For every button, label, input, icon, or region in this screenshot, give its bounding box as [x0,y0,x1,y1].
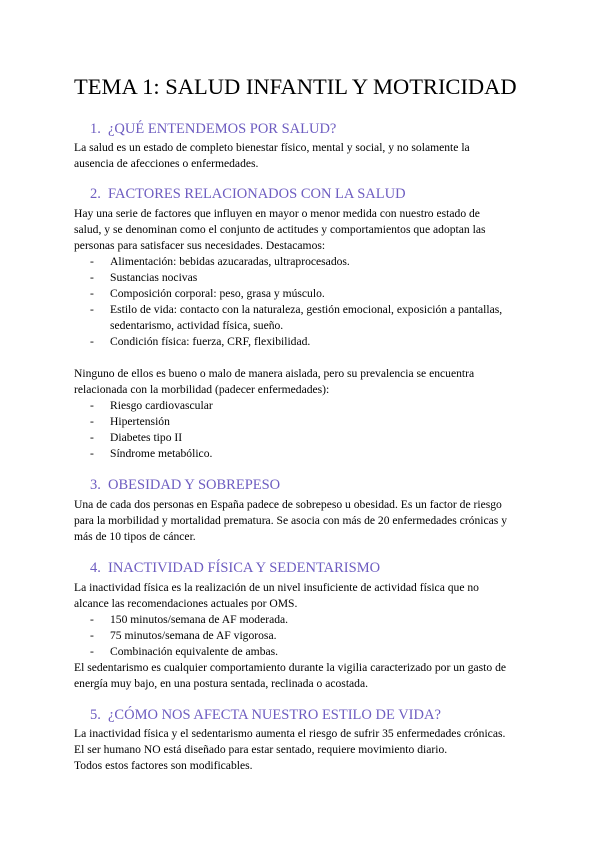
list-item-text: 75 minutos/semana de AF vigorosa. [110,629,277,642]
list-item-text: Riesgo cardiovascular [110,399,213,412]
list-item-text: 150 minutos/semana de AF moderada. [110,613,289,626]
list-item-text: Diabetes tipo II [110,431,183,444]
paragraph-line: para la morbilidad y mortalidad prematura. Se asocia con más de 20 enfermedades crónicas y [74,514,507,527]
list-item [90,270,197,286]
section-5-heading [90,707,441,724]
paragraph-line: relacionada con la morbilidad (padecer enfermedades): [74,383,330,396]
bullet-dash: - [90,255,94,268]
bullet-dash: - [90,303,94,316]
list-item [90,612,288,628]
list-item [90,644,278,660]
paragraph-line: Hay una serie de factores que influyen en mayor o menor medida con nuestro estado de [74,207,480,220]
section-title: ¿CÓMO NOS AFECTA NUESTRO ESTILO DE VIDA? [108,707,441,723]
section-number: 5. [90,707,101,723]
section-1-heading [90,121,336,138]
section-number: 4. [90,560,101,576]
paragraph-line: La salud es un estado de completo bienestar físico, mental y social, y no solamente la [74,141,470,154]
paragraph-line: Una de cada dos personas en España padece de sobrepeso u obesidad. Es un factor de riesgo [74,498,502,511]
bullet-dash: - [90,287,94,300]
bullet-dash: - [90,271,94,284]
list-item-text: Combinación equivalente de ambas. [110,645,279,658]
bullet-dash: - [90,399,94,412]
paragraph-line: Todos estos factores son modificables. [74,759,253,772]
section-2-heading [90,186,406,203]
paragraph-line: personas para satisfacer sus necesidades. Destacamos: [74,239,326,252]
paragraph-line: alcance las recomendaciones actuales por OMS. [74,597,298,610]
list-item [90,430,182,446]
bullet-dash: - [90,613,94,626]
section-3-heading [90,477,280,494]
list-item [90,334,310,350]
paragraph-line: El ser humano NO está diseñado para estar sentado, requiere movimiento diario. [74,743,448,756]
bullet-dash: - [90,629,94,642]
bullet-dash: - [90,447,94,460]
paragraph-line: salud, y se denominan como el conjunto de actitudes y comportamientos que adoptan las [74,223,486,236]
section-title: OBESIDAD Y SOBREPESO [108,477,281,493]
paragraph-line: energía muy bajo, en una postura sentada, reclinada o acostada. [74,677,369,690]
section-number: 3. [90,477,101,493]
paragraph-line: Ninguno de ellos es bueno o malo de manera aislada, pero su prevalencia se encuentra [74,367,475,380]
bullet-dash: - [90,415,94,428]
paragraph-line: El sedentarismo es cualquier comportamiento durante la vigilia caracterizado por un gasto de [74,661,507,674]
list-item [90,414,170,430]
paragraph-line: La inactividad física y el sedentarismo aumenta el riesgo de sufrir 35 enfermedades crónicas. [74,727,506,740]
paragraph-line: más de 10 tipos de cáncer. [74,530,196,543]
list-item [90,254,350,270]
list-item [90,302,502,318]
bullet-dash: - [90,431,94,444]
paragraph-line: ausencia de afecciones o enfermedades. [74,157,259,170]
section-title: INACTIVIDAD FÍSICA Y SEDENTARISMO [108,560,381,576]
bullet-dash: - [90,645,94,658]
list-item-text: Estilo de vida: contacto con la naturaleza, gestión emocional, exposición a pantallas, [110,303,503,316]
list-item [90,628,276,644]
list-item [90,446,212,462]
bullet-dash: - [90,335,94,348]
list-item [90,398,213,414]
section-number: 2. [90,186,101,202]
list-item-text: Condición física: fuerza, CRF, flexibilidad. [110,335,311,348]
list-item-text: Sustancias nocivas [110,271,198,284]
list-item-text: Hipertensión [110,415,170,428]
list-item-text: Síndrome metabólico. [110,447,213,460]
list-item-text: Composición corporal: peso, grasa y músculo. [110,287,325,300]
paragraph-line: La inactividad física es la realización de un nivel insuficiente de actividad física que no [74,581,479,594]
section-4-heading [90,560,380,577]
page-title: TEMA 1: SALUD INFANTIL Y MOTRICIDAD [74,74,517,99]
section-number: 1. [90,121,101,137]
list-item-text: Alimentación: bebidas azucaradas, ultraprocesados. [110,255,350,268]
section-title: ¿QUÉ ENTENDEMOS POR SALUD? [108,121,337,137]
list-item-continuation: sedentarismo, actividad física, sueño. [110,319,284,332]
list-item [90,286,325,302]
section-title: FACTORES RELACIONADOS CON LA SALUD [108,186,406,202]
